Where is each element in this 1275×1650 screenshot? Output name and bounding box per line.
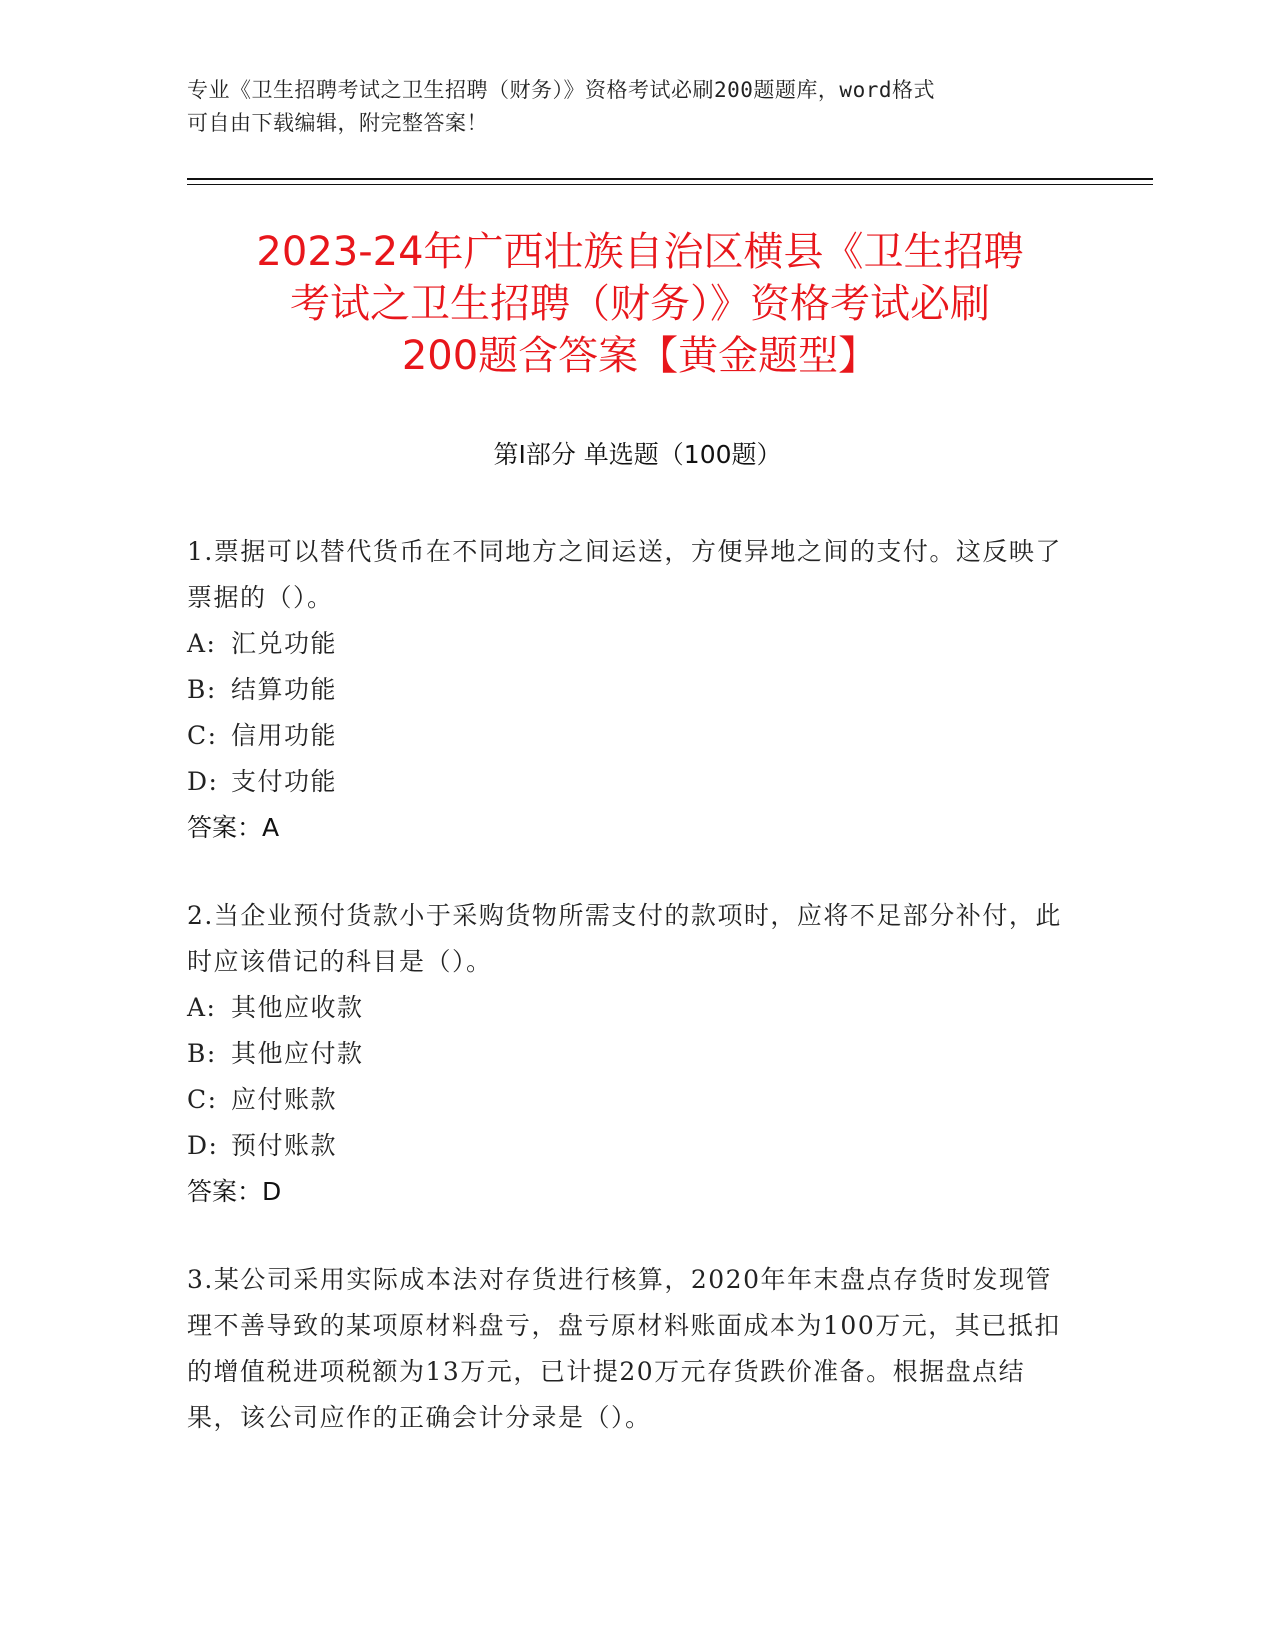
- option-text: 应付账款: [231, 1085, 338, 1114]
- header-divider-thin: [187, 184, 1153, 185]
- option-letter: A:: [187, 993, 217, 1022]
- option-d: [187, 1123, 1067, 1169]
- document-title: [180, 226, 1100, 382]
- section-title: 第Ⅰ部分 单选题（100题）: [493, 440, 782, 469]
- option-b: [187, 1031, 1067, 1077]
- option-c: [187, 713, 1067, 759]
- question-2: [187, 893, 1067, 1215]
- question-3: [187, 1257, 1067, 1441]
- question-stem: 2.当企业预付货款小于采购货物所需支付的款项时，应将不足部分补付，此时应该借记的科目是（）。: [187, 901, 1062, 976]
- option-letter: C:: [187, 721, 218, 750]
- option-c: [187, 1077, 1067, 1123]
- option-text: 其他应收款: [231, 993, 364, 1022]
- question-stem: 3.某公司采用实际成本法对存货进行核算，2020年年末盘点存货时发现管理不善导致的某项原材料盘亏，盘亏原材料账面成本为100万元，其已抵扣的增值税进项税额为13万元，已计提20万元存货跌价准备。根据盘点结果，该公司应作的正确会计分录是（）。: [187, 1265, 1061, 1432]
- option-a: [187, 621, 1067, 667]
- option-text: 预付账款: [231, 1131, 338, 1160]
- option-letter: B:: [187, 675, 217, 704]
- option-letter: D:: [187, 1131, 219, 1160]
- question-stem: 1.票据可以替代货币在不同地方之间运送，方便异地之间的支付。这反映了票据的（）。: [187, 537, 1062, 612]
- option-letter: A:: [187, 629, 217, 658]
- header-divider-thick: [187, 178, 1153, 180]
- header-note: [187, 74, 1067, 140]
- option-text: 汇兑功能: [231, 629, 338, 658]
- option-text: 支付功能: [231, 767, 338, 796]
- option-b: [187, 667, 1067, 713]
- option-text: 结算功能: [231, 675, 338, 704]
- option-text: 其他应付款: [231, 1039, 364, 1068]
- answer: 答案：D: [187, 1177, 282, 1206]
- option-a: [187, 985, 1067, 1031]
- title-line3: 200题含答案【黄金题型】: [401, 333, 879, 379]
- option-letter: B:: [187, 1039, 217, 1068]
- option-letter: C:: [187, 1085, 218, 1114]
- header-note-line1: 专业《卫生招聘考试之卫生招聘（财务）》资格考试必刷200题题库，word格式: [187, 78, 935, 102]
- answer: 答案：A: [187, 813, 280, 842]
- option-text: 信用功能: [231, 721, 338, 750]
- title-line1: 2023-24年广西壮族自治区横县《卫生招聘: [256, 229, 1024, 275]
- header-note-line2: 可自由下载编辑，附完整答案！: [187, 111, 488, 135]
- title-line2: 考试之卫生招聘（财务）》资格考试必刷: [290, 281, 990, 327]
- option-letter: D:: [187, 767, 219, 796]
- option-d: [187, 759, 1067, 805]
- question-1: [187, 529, 1067, 851]
